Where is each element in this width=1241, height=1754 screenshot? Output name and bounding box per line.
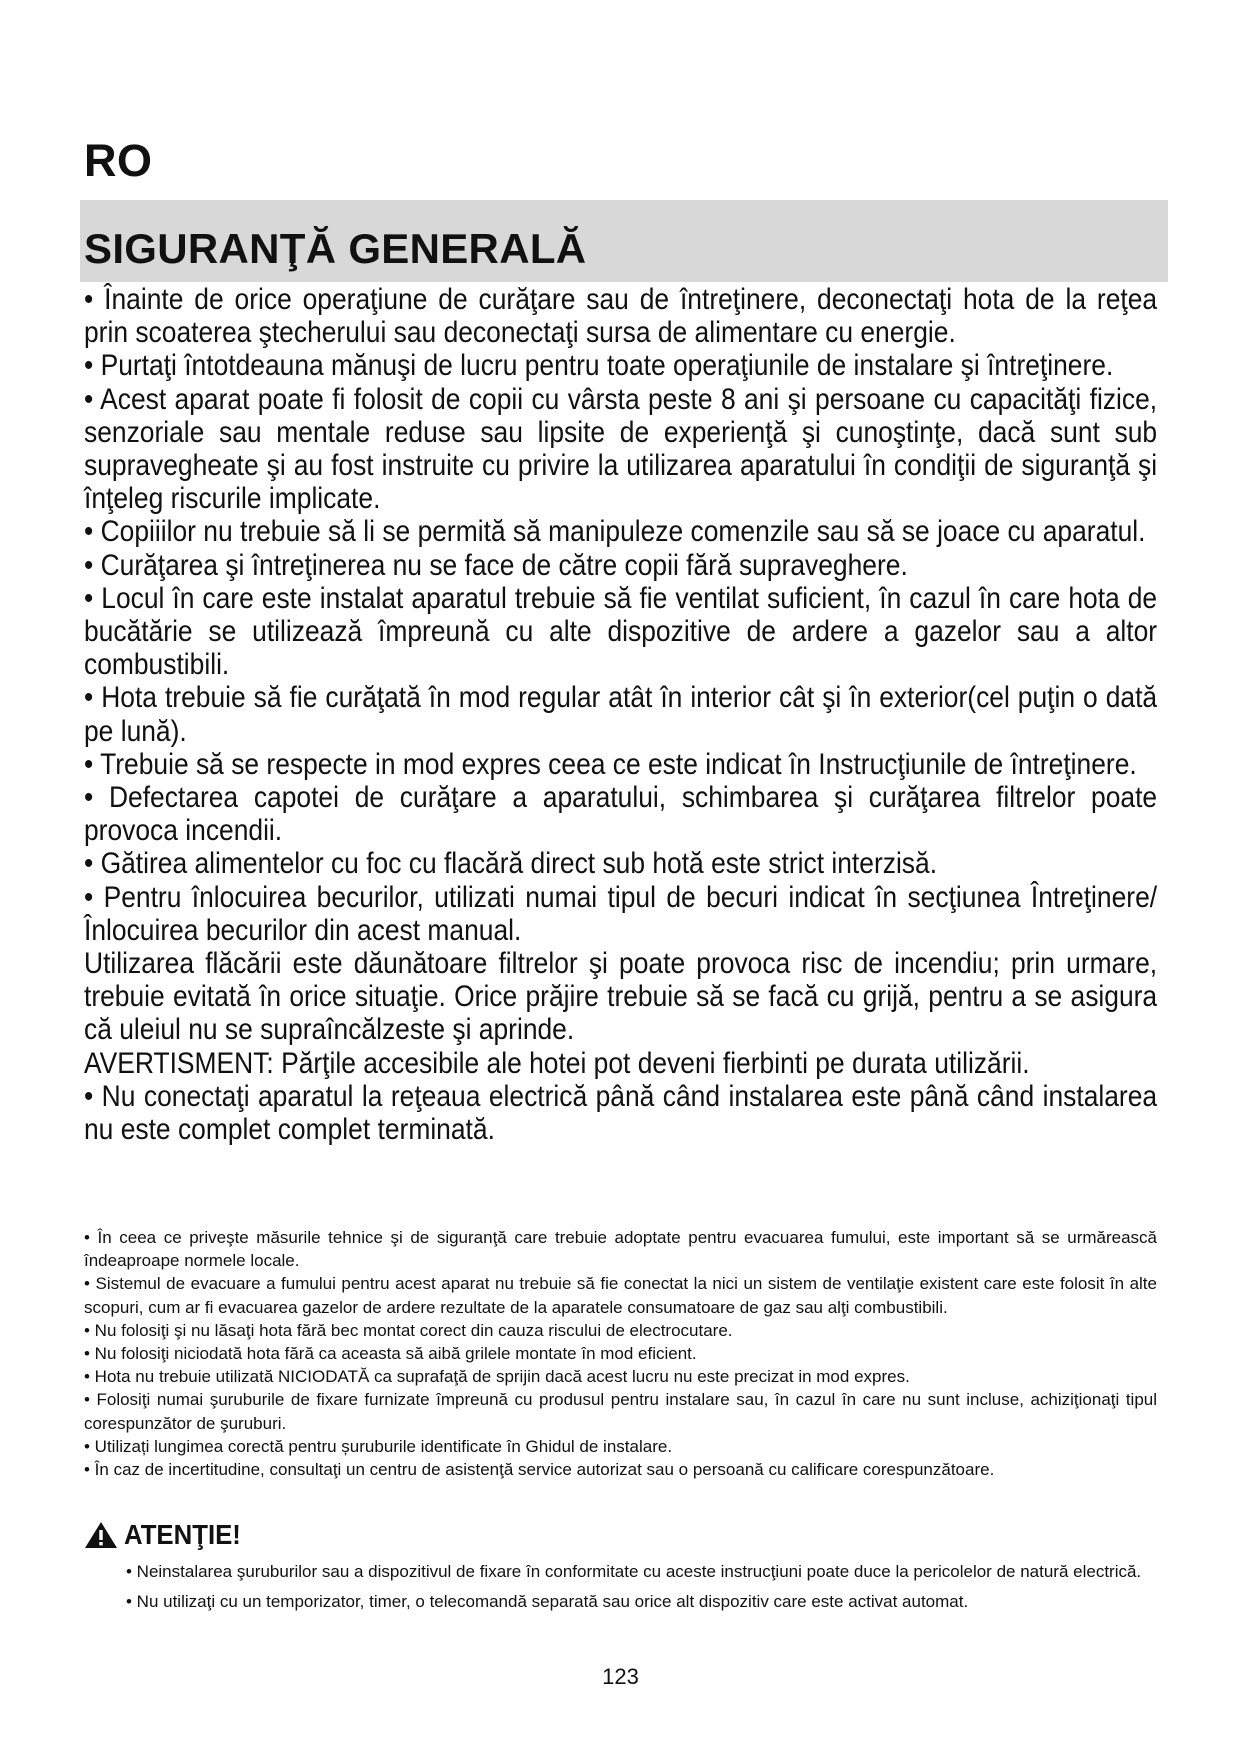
language-code: RO bbox=[84, 135, 153, 186]
warning-item: • Nu utilizaţi cu un temporizator, timer, o telecomandă separată sau orice alt dispozitiv care este activat automat. bbox=[126, 1591, 969, 1611]
paragraph: AVERTISMENT: Părţile accesibile ale hotei pot deveni fierbinti pe durata utilizării. bbox=[84, 1046, 1030, 1080]
paragraph: • Copiiilor nu trebuie să li se permită să manipuleze comenzile sau să se joace cu aparatul. bbox=[84, 515, 1146, 549]
paragraph: • Pentru înlocuirea becurilor, utilizati numai tipul de becuri indicat în secţiunea Întreţinere/Înlocuirea becurilor din acest manual. bbox=[84, 880, 1158, 947]
warning-heading bbox=[84, 1521, 251, 1549]
paragraph: • Gătirea alimentelor cu foc cu flacără direct sub hotă este strict interzisă. bbox=[84, 847, 938, 881]
paragraph: • Hota trebuie să fie curăţată în mod regular atât în interior cât şi în exterior(cel puţin o dată pe lună). bbox=[84, 681, 1158, 748]
paragraph: • Nu conectaţi aparatul la reţeaua electrică până când instalarea este până când instalarea nu este complet complet terminată. bbox=[84, 1079, 1158, 1147]
small-paragraph: • Nu folosiţi niciodată hota fără ca aceasta să aibă grilele montate în mod eficient. bbox=[84, 1344, 697, 1364]
section-title: SIGURANŢĂ GENERALĂ bbox=[84, 225, 587, 272]
paragraph: Utilizarea flăcării este dăunătoare filtrelor şi poate provoca risc de incendiu; prin urmare, trebuie evitată în orice situaţie. Orice prăjire trebuie să se facă cu grijă, pentru a se asigura că uleiul nu se supraîncălzeste şi aprinde. bbox=[84, 947, 1158, 1047]
main-safety-text bbox=[84, 283, 1157, 1146]
paragraph: • Purtaţi întotdeauna mănuşi de lucru pentru toate operaţiunile de instalare şi întreţinere. bbox=[84, 349, 1114, 383]
paragraph: • Curăţarea şi întreţinerea nu se face de către copii fără supraveghere. bbox=[84, 548, 908, 582]
warning-title: ATENŢIE! bbox=[124, 1519, 241, 1550]
warning-item: • Neinstalarea şuruburilor sau a dispozitivul de fixare în conformitate cu aceste instrucţiuni poate duce la pericolelor de natură electrică. bbox=[126, 1562, 1142, 1581]
small-paragraph: • Utilizați lungimea corectă pentru șuruburile identificate în Ghidul de instalare. bbox=[84, 1436, 673, 1456]
small-paragraph: • Sistemul de evacuare a fumului pentru acest aparat nu trebuie să fie conectat la nici un sistem de ventilaţie existent care este folosit în alte scopuri, cum ar fi evacuarea gazelor de ardere rezultate de la aparatele consumatoare de gaz sau alţi combustibili. bbox=[84, 1274, 1157, 1317]
warning-list bbox=[126, 1560, 1158, 1619]
page-number: 123 bbox=[602, 1664, 639, 1689]
small-paragraph: • Hota nu trebuie utilizată NICIODATĂ ca suprafaţă de sprijin dacă acest lucru nu este precizat in mod expres. bbox=[84, 1367, 910, 1387]
small-paragraph: • În ceea ce priveşte măsurile tehnice şi de siguranţă care trebuie adoptate pentru evacuarea fumului, este important să se urmărească îndeaproape normele locale. bbox=[84, 1228, 1157, 1271]
paragraph: • Înainte de orice operaţiune de curăţare sau de întreţinere, deconectaţi hota de la reţea prin scoaterea ştecherului sau deconectaţi sursa de alimentare cu energie. bbox=[84, 283, 1158, 350]
paragraph: • Trebuie să se respecte in mod expres ceea ce este indicat în Instrucţiunile de întreţinere. bbox=[84, 747, 1137, 781]
paragraph: • Acest aparat poate fi folosit de copii cu vârsta peste 8 ani şi persoane cu capacităţi fizice, senzoriale sau mentale reduse sau lipsite de experienţă şi cunoştinţe, dacă sunt sub supravegheate şi au fost instruite cu privire la utilizarea aparatului în condiţii de siguranţă şi înţeleg riscurile implicate. bbox=[84, 382, 1158, 516]
paragraph: • Defectarea capotei de curăţare a aparatului, schimbarea şi curăţarea filtrelor poate provoca incendii. bbox=[84, 781, 1158, 848]
small-paragraph: • În caz de incertitudine, consultaţi un centru de asistenţă service autorizat sau o persoană cu calificare corespunzătoare. bbox=[84, 1460, 995, 1480]
small-paragraph: • Folosiţi numai şuruburile de fixare furnizate împreună cu produsul pentru instalare sau, în cazul în care nu sunt incluse, achiziţionaţi tipul corespunzător de şuruburi. bbox=[84, 1390, 1157, 1433]
warning-triangle-icon bbox=[84, 1521, 118, 1549]
small-paragraph: • Nu folosiţi şi nu lăsaţi hota fără bec montat corect din cauza riscului de electrocutare. bbox=[84, 1320, 733, 1340]
secondary-safety-text bbox=[84, 1226, 1157, 1481]
paragraph: • Locul în care este instalat aparatul trebuie să fie ventilat suficient, în cazul în care hota de bucătărie se utilizează împreună cu alte dispozitive de ardere a gazelor sau a altor combustibili. bbox=[84, 581, 1158, 682]
